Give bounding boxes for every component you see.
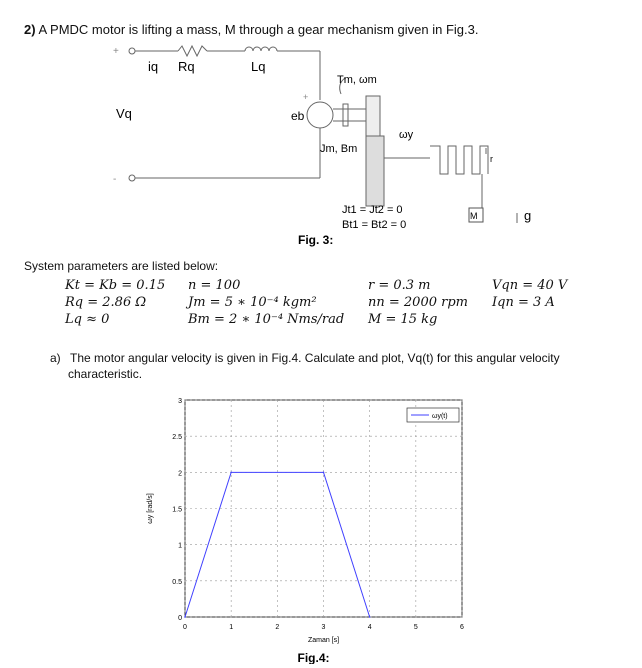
jm-label: Jm, Bm [320, 143, 358, 155]
x-tick-label: 3 [321, 624, 326, 631]
params-intro: System parameters are listed below: [24, 259, 219, 273]
params-col1 [65, 277, 165, 328]
param-n: n = 100 [188, 278, 241, 293]
x-tick-label: 6 [460, 624, 464, 631]
motor-diagram [0, 38, 642, 248]
tm-label: Tm, ωm [337, 74, 377, 86]
y-tick-label: 3 [178, 398, 182, 405]
params-col2 [188, 277, 344, 328]
jt-label: Jt1 = Jt2 = 0 [342, 204, 403, 216]
data-point [369, 616, 371, 618]
terminal-minus [129, 175, 135, 181]
x-tick-label: 0 [183, 624, 187, 631]
terminal-plus [129, 48, 135, 54]
big-gear [366, 136, 384, 206]
vq-label: Vq [116, 106, 132, 121]
data-point [230, 472, 232, 474]
motor-symbol [307, 102, 333, 128]
param-m: M = 15 kg [368, 312, 438, 327]
x-tick-label: 1 [229, 624, 234, 631]
part-a [50, 350, 560, 382]
minus-sign: - [113, 174, 117, 185]
bearing [343, 104, 348, 126]
y-tick-label: 2.5 [172, 434, 182, 442]
y-tick-label: 1 [178, 542, 182, 550]
params-col3 [368, 277, 468, 328]
x-tick-label: 4 [367, 624, 372, 631]
param-iqn: Iqn = 3 A [492, 295, 555, 310]
cable-drum [430, 146, 488, 174]
omega-chart [140, 392, 480, 664]
g-label: g [524, 208, 532, 223]
param-jm: Jm = 5 ∗ 10⁻⁴ kgm² [188, 295, 317, 310]
plus-sign: + [113, 46, 119, 57]
r-label: r [490, 154, 493, 164]
y-tick-label: 0.5 [172, 578, 182, 586]
param-lq: Lq ≈ 0 [65, 312, 110, 327]
x-axis-label: Zaman [s] [307, 637, 340, 644]
part-a-line1: The motor angular velocity is given in Fig.4. Calculate and plot, Vq(t) for this angular velocity [70, 351, 560, 365]
eb-plus: + [303, 92, 309, 102]
lq-label: Lq [251, 59, 266, 74]
param-r: r = 0.3 m [368, 278, 431, 293]
params-col4 [492, 277, 567, 311]
part-a-line2: characteristic. [68, 367, 143, 381]
param-bm: Bm = 2 ∗ 10⁻⁴ Nms/rad [188, 312, 345, 327]
part-a-label: a) [50, 351, 61, 365]
x-tick-label: 5 [413, 624, 418, 631]
question-heading [24, 22, 478, 37]
question-number: 2) [24, 22, 36, 37]
fig4-caption: Fig.4: [297, 651, 330, 664]
param-nn: nn = 2000 rpm [368, 295, 468, 310]
inductor-lq [245, 47, 277, 51]
y-axis-label: ωy [rad/s] [147, 493, 154, 524]
fig3-caption: Fig. 3: [298, 233, 334, 247]
param-kt: Kt = Kb = 0.15 [65, 278, 166, 293]
rq-label: Rq [178, 59, 195, 74]
y-tick-label: 2 [178, 470, 182, 478]
data-point [323, 472, 325, 474]
legend-label: ωy(t) [432, 413, 448, 420]
param-vqn: Vqn = 40 V [492, 278, 568, 293]
bt-label: Bt1 = Bt2 = 0 [342, 219, 407, 231]
resistor-rq [178, 46, 207, 56]
data-point [184, 616, 186, 618]
iq-label: iq [148, 59, 159, 74]
pinion-gear [366, 96, 380, 136]
mass-label: M [470, 211, 478, 221]
x-tick-label: 2 [275, 624, 280, 631]
question-text: A PMDC motor is lifting a mass, M through a gear mechanism given in Fig.3. [38, 22, 479, 37]
wy-label: ωy [399, 129, 414, 141]
eb-label: eb [291, 109, 305, 123]
y-tick-label: 1.5 [172, 506, 182, 514]
y-tick-label: 0 [178, 615, 182, 622]
param-rq: Rq = 2.86 Ω [65, 295, 147, 310]
